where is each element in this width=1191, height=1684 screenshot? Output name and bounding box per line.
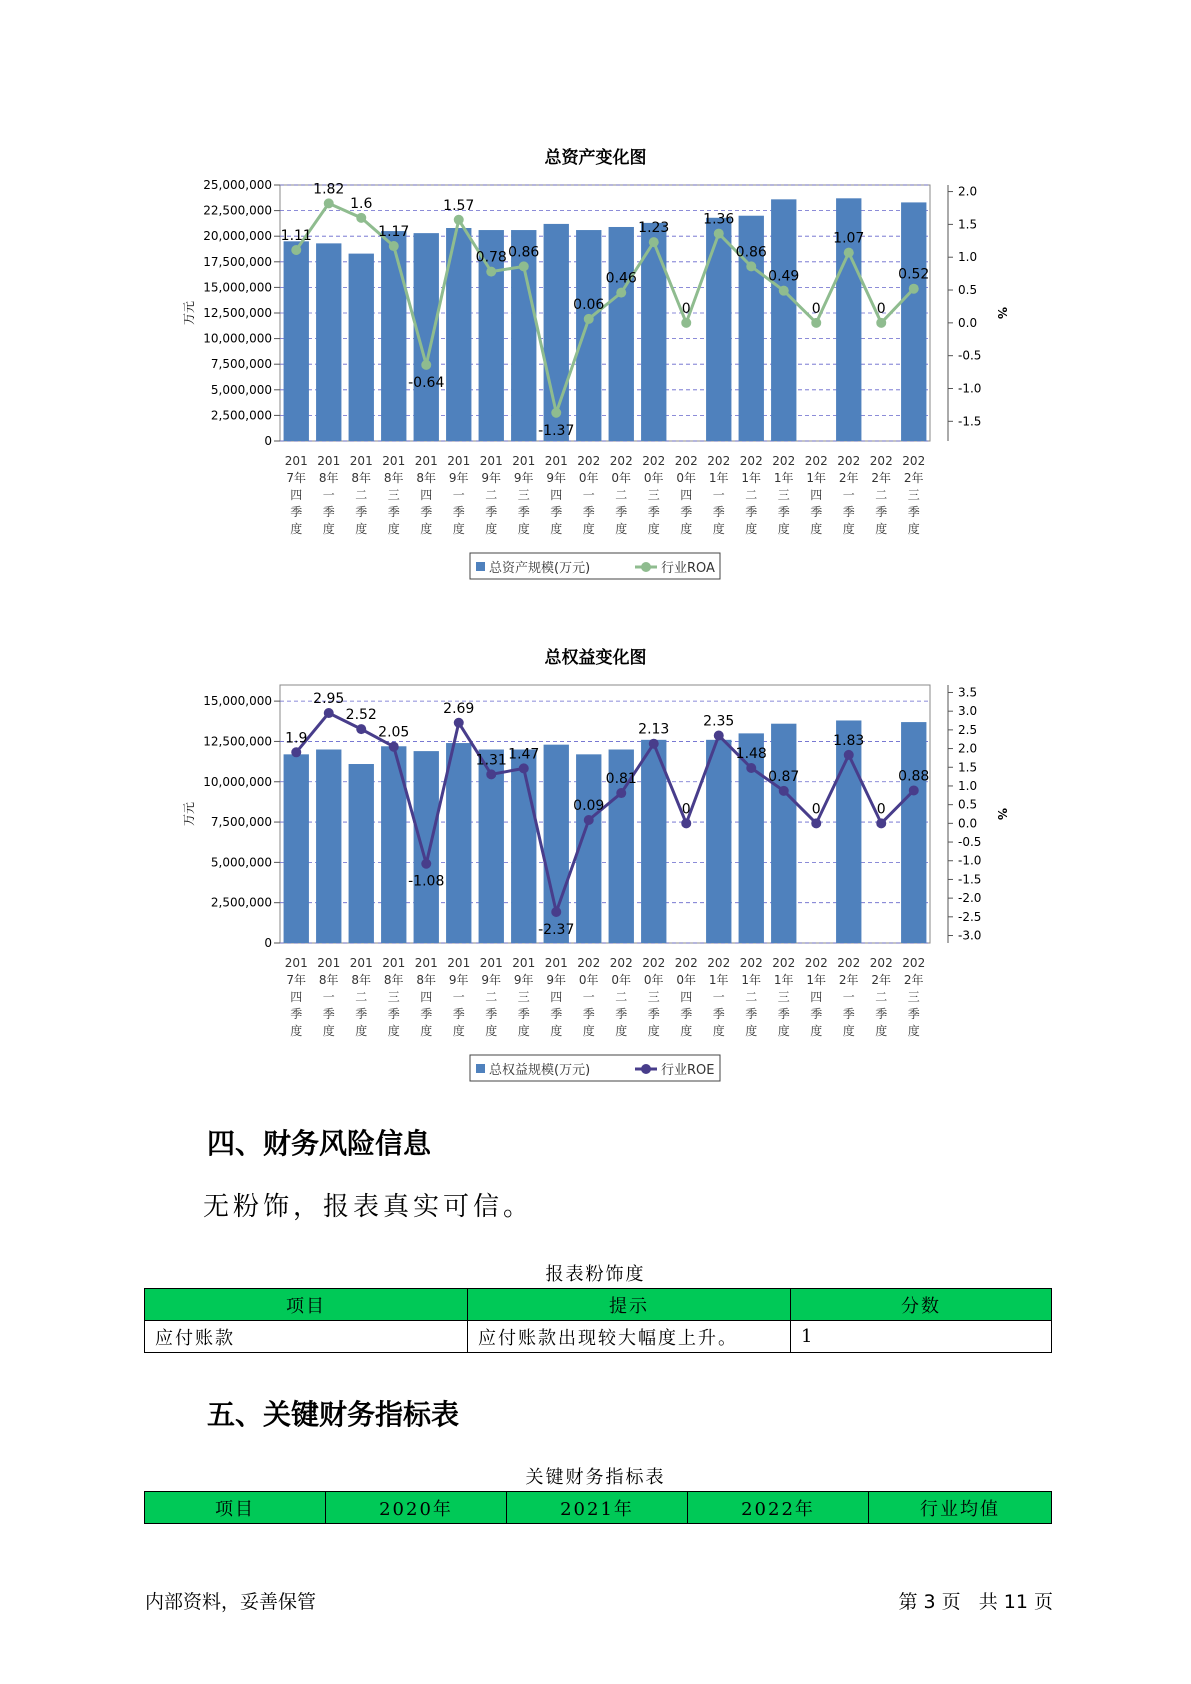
bar	[446, 743, 471, 943]
data-label: 1.36	[703, 211, 735, 228]
line-point	[551, 907, 561, 917]
data-label: 2.13	[638, 721, 670, 738]
x-tick-label: 202 1年一季度	[707, 956, 731, 1038]
data-label: 0	[681, 801, 691, 818]
y-tick-label: 0	[264, 936, 272, 950]
indicators-table	[144, 1491, 1052, 1524]
total-equity-chart	[0, 675, 1191, 1115]
data-label: 1.83	[833, 732, 865, 749]
line-point	[681, 818, 691, 828]
bar	[381, 231, 406, 441]
x-tick-label: 201 9年一季度	[447, 454, 471, 536]
x-tick-label: 201 9年二季度	[479, 454, 503, 536]
chart-title-assets: 总资产变化图	[544, 148, 647, 168]
x-tick-label: 202 0年三季度	[642, 956, 666, 1038]
bar	[349, 254, 374, 441]
line-point	[811, 318, 821, 328]
line-point	[876, 318, 886, 328]
legend-line-label: 行业ROA	[661, 561, 715, 576]
bar	[576, 230, 601, 441]
data-label: 0.88	[898, 768, 930, 785]
data-label: 2.35	[703, 713, 735, 730]
data-label: 0.49	[768, 268, 800, 285]
y-tick-label: 17,500,000	[203, 254, 272, 269]
y2-axis-label: %	[995, 306, 1009, 320]
table-caption-whitewash: 报表粉饰度	[545, 1264, 646, 1285]
header-cell-industry-avg: 行业均值	[869, 1492, 1052, 1524]
y2-tick-label: -1.5	[958, 872, 982, 887]
bar	[901, 202, 926, 441]
data-label: 2.05	[378, 724, 410, 741]
y-tick-label: 20,000,000	[203, 229, 272, 244]
line-point	[844, 248, 854, 258]
y-axis-label: 万元	[182, 801, 196, 827]
y-tick-label: 15,000,000	[203, 280, 272, 295]
bar	[609, 227, 634, 441]
data-label: 0.86	[508, 244, 540, 261]
whitewash-table	[144, 1288, 1052, 1353]
plot-area	[280, 685, 930, 943]
x-tick-label: 201 8年四季度	[414, 454, 438, 536]
section-heading-risk: 四、财务风险信息	[207, 1127, 432, 1160]
y-tick-label: 5,000,000	[210, 855, 272, 870]
x-tick-label: 202 2年二季度	[869, 454, 893, 536]
legend-line-label: 行业ROE	[661, 1063, 715, 1078]
data-label: 0.81	[605, 771, 637, 788]
x-tick-label: 202 1年二季度	[739, 454, 763, 536]
line-point	[291, 245, 301, 255]
header-cell-score: 分数	[791, 1289, 1052, 1321]
y2-tick-label: 1.5	[958, 217, 978, 232]
x-tick-label: 201 9年三季度	[512, 956, 536, 1038]
x-tick-label: 201 8年四季度	[414, 956, 438, 1038]
x-tick-label: 202 0年四季度	[674, 956, 698, 1038]
x-tick-label: 202 2年三季度	[902, 454, 926, 536]
header-cell-hint: 提示	[468, 1289, 791, 1321]
x-tick-label: 202 0年三季度	[642, 454, 666, 536]
x-tick-label: 201 8年二季度	[349, 454, 373, 536]
line-point	[486, 267, 496, 277]
data-label: 1.11	[280, 227, 312, 244]
line-point	[389, 241, 399, 251]
bar	[414, 751, 439, 943]
y-tick-label: 5,000,000	[210, 382, 272, 397]
y-tick-label: 7,500,000	[210, 357, 272, 372]
line-point	[519, 261, 529, 271]
line-point	[714, 730, 724, 740]
data-label: 1.31	[475, 752, 507, 769]
y2-tick-label: -0.5	[958, 835, 982, 850]
x-tick-label: 202 2年二季度	[869, 956, 893, 1038]
y-tick-label: 22,500,000	[203, 203, 272, 218]
header-cell-item: 项目	[145, 1492, 326, 1524]
data-label: 1.82	[313, 181, 345, 198]
bar	[901, 722, 926, 943]
data-label: 1.48	[735, 746, 767, 763]
legend-line-marker	[641, 1064, 651, 1074]
x-tick-label: 202 0年一季度	[577, 956, 601, 1038]
x-tick-label: 201 7年四季度	[284, 454, 308, 536]
x-tick-label: 201 9年二季度	[479, 956, 503, 1038]
table-row	[145, 1321, 1052, 1353]
legend-bar-swatch	[476, 1064, 485, 1073]
y2-tick-label: -2.0	[958, 891, 982, 906]
line-point	[811, 818, 821, 828]
y-tick-label: 25,000,000	[203, 178, 272, 192]
y-tick-label: 15,000,000	[203, 694, 272, 709]
chart-title-equity: 总权益变化图	[544, 648, 647, 668]
x-tick-label: 201 9年三季度	[512, 454, 536, 536]
bar	[284, 754, 309, 943]
line-point	[844, 750, 854, 760]
x-tick-label: 201 8年一季度	[317, 454, 341, 536]
data-label: 1.47	[508, 746, 540, 763]
line-point	[421, 360, 431, 370]
y-tick-label: 0	[264, 434, 272, 448]
x-tick-label: 201 9年四季度	[544, 956, 568, 1038]
y-tick-label: 12,500,000	[203, 306, 272, 320]
y2-axis-label: %	[995, 807, 1009, 821]
y2-tick-label: 3.0	[958, 704, 978, 719]
data-label: 0.52	[898, 266, 930, 283]
risk-summary-text: 无粉饰，报表真实可信。	[203, 1192, 534, 1222]
data-label: 0	[811, 300, 821, 317]
y-tick-label: 2,500,000	[210, 895, 272, 910]
y2-tick-label: 1.0	[958, 778, 978, 793]
total-assets-chart	[0, 175, 1191, 615]
x-tick-label: 202 1年一季度	[707, 454, 731, 536]
data-label: 0	[876, 300, 886, 317]
section-heading-indicators: 五、关键财务指标表	[207, 1398, 460, 1431]
line-point	[389, 742, 399, 752]
x-tick-label: 202 1年三季度	[772, 956, 796, 1038]
y2-tick-label: 0.0	[958, 816, 978, 831]
line-point	[356, 724, 366, 734]
data-label: 1.23	[638, 220, 670, 237]
data-label: 1.57	[443, 197, 475, 214]
x-tick-label: 202 0年四季度	[674, 454, 698, 536]
y2-tick-label: 2.0	[958, 741, 978, 756]
data-label: -0.64	[408, 374, 445, 391]
line-point	[324, 198, 334, 208]
bar	[641, 740, 666, 943]
bar	[316, 243, 341, 441]
data-label: 0	[876, 801, 886, 818]
data-label: -2.37	[538, 921, 575, 938]
line-point	[746, 261, 756, 271]
y-axis-label: 万元	[182, 300, 196, 326]
data-label: 0.87	[768, 768, 800, 785]
data-label: 0.46	[605, 270, 637, 287]
table-header-row	[145, 1289, 1052, 1321]
line-point	[779, 786, 789, 796]
y2-tick-label: 2.0	[958, 184, 978, 199]
data-label: 0	[681, 300, 691, 317]
line-point	[421, 859, 431, 869]
line-point	[909, 785, 919, 795]
line-point	[681, 318, 691, 328]
x-tick-label: 202 0年一季度	[577, 454, 601, 536]
y2-tick-label: 0.0	[958, 315, 978, 330]
x-tick-label: 202 1年二季度	[739, 956, 763, 1038]
header-cell-2020: 2020年	[326, 1492, 507, 1524]
legend-bar-label: 总资产规模(万元)	[489, 561, 591, 576]
line-point	[356, 213, 366, 223]
table-caption-indicators: 关键财务指标表	[525, 1467, 666, 1488]
x-tick-label: 201 9年四季度	[544, 454, 568, 536]
line-point	[454, 215, 464, 225]
bar	[771, 199, 796, 441]
x-tick-label: 202 0年二季度	[609, 454, 633, 536]
table-header-row	[145, 1492, 1052, 1524]
header-cell-2022: 2022年	[688, 1492, 869, 1524]
legend-bar-label: 总权益规模(万元)	[489, 1063, 591, 1078]
y2-tick-label: 0.5	[958, 797, 978, 812]
line-point	[454, 718, 464, 728]
bar	[284, 241, 309, 441]
line-point	[324, 708, 334, 718]
line-point	[519, 763, 529, 773]
y2-tick-label: -0.5	[958, 348, 982, 363]
y2-tick-label: -3.0	[958, 928, 982, 943]
x-tick-label: 201 8年一季度	[317, 956, 341, 1038]
bar	[349, 764, 374, 943]
data-label: 2.95	[313, 691, 345, 708]
y2-tick-label: 2.5	[958, 722, 978, 737]
line-point	[291, 747, 301, 757]
line-point	[779, 286, 789, 296]
bar	[511, 750, 536, 944]
data-label: 1.17	[378, 224, 410, 241]
y2-tick-label: -1.0	[958, 853, 982, 868]
data-label: -1.37	[538, 422, 575, 439]
data-label: 0.09	[573, 797, 605, 814]
bar	[706, 218, 731, 441]
y-tick-label: 7,500,000	[210, 815, 272, 830]
line-point	[649, 237, 659, 247]
data-label: 0.78	[475, 249, 507, 266]
bar	[316, 750, 341, 944]
header-cell-item: 项目	[145, 1289, 468, 1321]
y2-tick-label: 1.0	[958, 250, 978, 265]
footer-confidential: 内部资料，妥善保管	[145, 1591, 317, 1613]
y-tick-label: 10,000,000	[203, 331, 272, 346]
x-tick-label: 201 7年四季度	[284, 956, 308, 1038]
bar	[706, 740, 731, 943]
data-label: 1.6	[350, 195, 373, 212]
data-label: 0.86	[735, 244, 767, 261]
x-tick-label: 202 2年一季度	[837, 454, 861, 536]
line-point	[616, 788, 626, 798]
y2-tick-label: -2.5	[958, 909, 982, 924]
x-tick-label: 202 2年一季度	[837, 956, 861, 1038]
line-point	[649, 739, 659, 749]
cell-hint: 应付账款出现较大幅度上升。	[468, 1321, 791, 1353]
data-label: 0	[811, 801, 821, 818]
line-point	[909, 284, 919, 294]
x-tick-label: 202 1年四季度	[804, 956, 828, 1038]
y-tick-label: 2,500,000	[210, 408, 272, 423]
y2-tick-label: 0.5	[958, 283, 978, 298]
footer-page-number: 第 3 页 共 11 页	[898, 1591, 1053, 1613]
line-point	[486, 769, 496, 779]
line-point	[616, 288, 626, 298]
x-tick-label: 201 8年三季度	[382, 956, 406, 1038]
cell-item: 应付账款	[145, 1321, 468, 1353]
line-point	[584, 815, 594, 825]
line-point	[551, 408, 561, 418]
y2-tick-label: -1.5	[958, 414, 982, 429]
line-point	[584, 314, 594, 324]
y2-tick-label: 1.5	[958, 760, 978, 775]
y2-tick-label: -1.0	[958, 381, 982, 396]
line-point	[714, 229, 724, 239]
line-point	[876, 818, 886, 828]
data-label: 2.52	[345, 707, 377, 724]
x-tick-label: 202 1年三季度	[772, 454, 796, 536]
legend-line-marker	[641, 562, 651, 572]
data-label: 1.07	[833, 230, 865, 247]
bar	[771, 724, 796, 943]
header-cell-2021: 2021年	[507, 1492, 688, 1524]
line-point	[746, 763, 756, 773]
x-tick-label: 201 8年三季度	[382, 454, 406, 536]
y-tick-label: 12,500,000	[203, 734, 272, 749]
y-tick-label: 10,000,000	[203, 774, 272, 789]
x-tick-label: 201 9年一季度	[447, 956, 471, 1038]
data-label: -1.08	[408, 873, 445, 890]
y2-tick-label: 3.5	[958, 685, 978, 700]
legend-bar-swatch	[476, 562, 485, 571]
x-tick-label: 202 0年二季度	[609, 956, 633, 1038]
data-label: 1.9	[285, 730, 308, 747]
x-tick-label: 202 2年三季度	[902, 956, 926, 1038]
cell-score: 1	[791, 1321, 1052, 1353]
x-tick-label: 202 1年四季度	[804, 454, 828, 536]
data-label: 2.69	[443, 700, 475, 717]
data-label: 0.06	[573, 296, 605, 313]
x-tick-label: 201 8年二季度	[349, 956, 373, 1038]
